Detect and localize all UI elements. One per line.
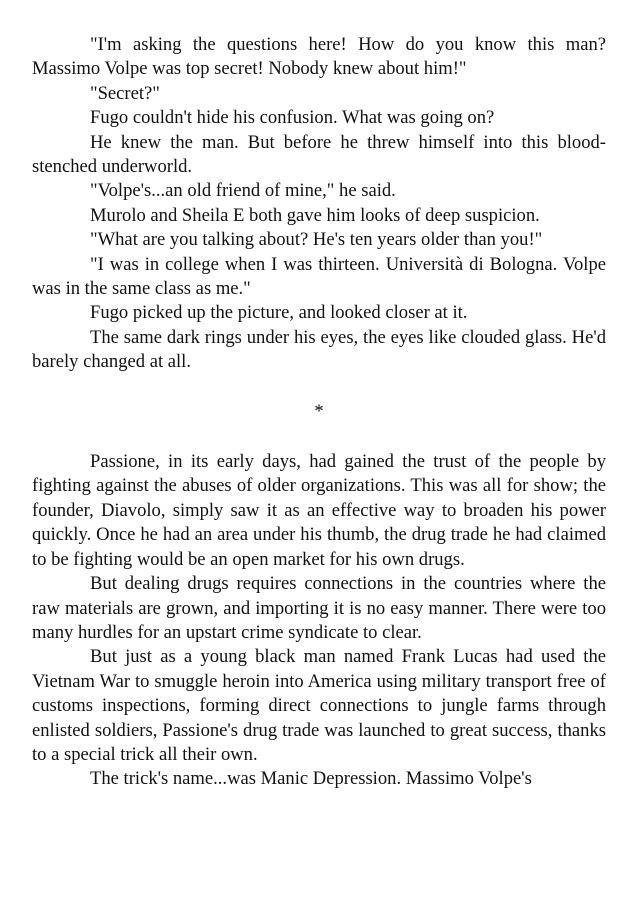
paragraph: "I was in college when I was thirteen. Università di Bologna. Volpe was in the same class as me." — [32, 253, 606, 300]
paragraph: He knew the man. But before he threw himself into this blood-stenched underworld. — [32, 131, 606, 178]
document-page — [32, 33, 606, 792]
paragraph: "I'm asking the questions here! How do you know this man? Massimo Volpe was top secret! Nobody knew about him!" — [32, 34, 606, 80]
paragraph: Fugo picked up the picture, and looked closer at it. — [90, 302, 468, 324]
paragraph: But dealing drugs requires connections in the countries where the raw materials are grown, and importing it is no easy manner. There were too many hurdles for an upstart crime syndicate to clear. — [32, 573, 606, 643]
paragraph: Fugo couldn't hide his confusion. What was going on? — [90, 107, 495, 129]
paragraph: But just as a young black man named Frank Lucas had used the Vietnam War to smuggle heroin into America using military transport free of customs inspections, forming direct connections to jungle farms through enlisted soldiers, Passione's drug trade was launched to great success, thanks to a special trick all their own. — [32, 646, 606, 765]
paragraph: "Secret?" — [90, 82, 160, 104]
section-spacer — [32, 375, 606, 400]
paragraph: "What are you talking about? He's ten years older than you!" — [90, 229, 543, 251]
paragraph: The same dark rings under his eyes, the eyes like clouded glass. He'd barely changed at all. — [32, 326, 606, 373]
paragraph: Passione, in its early days, had gained the trust of the people by fighting against the abuses of older organizations. This was all for show; the founder, Diavolo, simply saw it as an effective way to broaden his power quickly. Once he had an area under his thumb, the drug trade he had claimed to be fighting would be an open market for his own drugs. — [32, 451, 606, 570]
paragraph: Murolo and Sheila E both gave him looks of deep suspicion. — [90, 204, 540, 226]
paragraph: "Volpe's...an old friend of mine," he said. — [90, 180, 396, 202]
scene-break: * — [314, 400, 324, 422]
paragraph: The trick's name...was Manic Depression. Massimo Volpe's — [90, 768, 532, 790]
section-spacer — [32, 424, 606, 450]
